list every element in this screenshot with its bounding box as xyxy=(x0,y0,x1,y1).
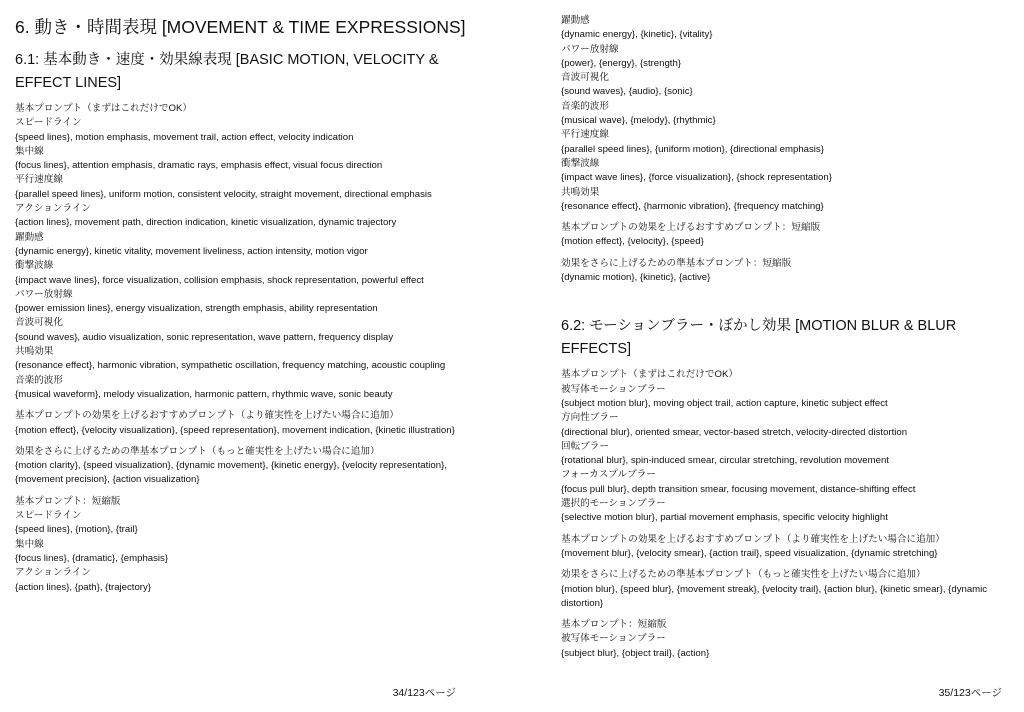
text-line: {speed lines}, {motion}, {trail} xyxy=(15,524,138,536)
text-line: {selective motion blur}, partial movement emphasis, specific velocity highlight xyxy=(561,512,888,524)
text-line: パワー放射線 xyxy=(561,43,619,55)
text-line: {focus lines}, {dramatic}, {emphasis} xyxy=(15,552,169,564)
text-line: 被写体モーションブラー xyxy=(561,633,666,645)
text-line: 選択的モーションブラー xyxy=(561,498,666,510)
section-spacer xyxy=(561,285,1001,315)
text-line: {resonance effect}, harmonic vibration, sympathetic oscillation, frequency matching, acoustic coupling xyxy=(15,360,446,372)
text-line: パワー放射線 xyxy=(15,288,73,300)
right-body-top xyxy=(561,14,1001,285)
text-line: {musical waveform}, melody visualization, harmonic pattern, rhythmic wave, sonic beauty xyxy=(15,388,393,400)
text-line: {parallel speed lines}, uniform motion, consistent velocity, straight movement, directional emphasis xyxy=(15,188,432,200)
text-line: フォーカスプルブラー xyxy=(561,469,656,481)
text-line: 基本プロンプト（まずはこれだけでOK） xyxy=(15,103,192,114)
text-line: {directional blur}, oriented smear, vector-based stretch, velocity-directed distortion xyxy=(561,426,908,438)
text-line: 躍動感 xyxy=(15,231,44,243)
text-line: {power}, {energy}, {strength} xyxy=(561,57,682,69)
block-gap xyxy=(15,402,485,409)
text-line: {motion effect}, {velocity}, {speed} xyxy=(561,236,704,248)
text-line: 方向性ブラー xyxy=(561,412,619,424)
page-35 xyxy=(512,0,1024,712)
text-line: 基本プロンプトの効果を上げるおすすめプロンプト（より確実性を上げたい場合に追加） xyxy=(15,410,399,422)
text-line: {speed lines}, motion emphasis, movement trail, action effect, velocity indication xyxy=(15,131,354,143)
text-line: {sound waves}, {audio}, {sonic} xyxy=(561,86,693,98)
block-gap xyxy=(15,488,485,495)
text-line: 回転ブラー xyxy=(561,440,609,452)
text-line: 被写体モーションブラー xyxy=(561,383,666,395)
left-body xyxy=(15,102,485,595)
text-line: {impact wave lines}, {force visualization}, {shock representation} xyxy=(561,172,832,184)
text-line: 効果をさらに上げるための準基本プロンプト：短縮版 xyxy=(561,257,792,269)
page-number-right: 35/123ページ xyxy=(938,687,1002,699)
text-line: 効果をさらに上げるための準基本プロンプト（もっと確実性を上げたい場合に追加） xyxy=(15,445,380,457)
text-line: {parallel speed lines}, {uniform motion}, {directional emphasis} xyxy=(561,143,824,155)
text-line: {action lines}, movement path, direction indication, kinetic visualization, dynamic trajectory xyxy=(15,217,397,229)
text-line: 基本プロンプトの効果を上げるおすすめプロンプト：短縮版 xyxy=(561,222,821,234)
text-line: {rotational blur}, spin-induced smear, circular stretching, revolution movement xyxy=(561,455,889,467)
text-line: {sound waves}, audio visualization, sonic representation, wave pattern, frequency display xyxy=(15,331,394,343)
text-line: 平行速度線 xyxy=(15,174,63,186)
text-line: 音楽的波形 xyxy=(561,100,609,112)
text-line: アクションライン xyxy=(15,567,91,579)
text-line: 躍動感 xyxy=(561,15,590,26)
text-line: 基本プロンプト：短縮版 xyxy=(561,619,667,631)
text-line: 効果をさらに上げるための準基本プロンプト（もっと確実性を上げたい場合に追加） xyxy=(561,569,926,581)
page-number-left: 34/123ページ xyxy=(392,687,456,699)
left-column xyxy=(15,14,485,595)
text-line: 音楽的波形 xyxy=(15,374,63,386)
text-line: {focus lines}, attention emphasis, dramatic rays, emphasis effect, visual focus direction xyxy=(15,160,383,172)
text-line: 基本プロンプト（まずはこれだけでOK） xyxy=(561,369,738,381)
text-line: {dynamic energy}, {kinetic}, {vitality} xyxy=(561,29,713,41)
block-gap xyxy=(561,214,1001,221)
text-line: 基本プロンプトの効果を上げるおすすめプロンプト（より確実性を上げたい場合に追加） xyxy=(561,533,945,545)
text-line: {motion effect}, {velocity visualization}, {speed representation}, movement indication, {kinetic illustration} xyxy=(15,424,455,436)
text-line: {subject motion blur}, moving object trail, action capture, kinetic subject effect xyxy=(561,397,888,409)
text-line: 基本プロンプト：短縮版 xyxy=(15,495,121,507)
text-line: {power emission lines}, energy visualization, strength emphasis, ability representation xyxy=(15,303,378,315)
text-line: {action lines}, {path}, {trajectory} xyxy=(15,581,152,593)
text-line: 音波可視化 xyxy=(15,317,63,329)
text-line: 平行速度線 xyxy=(561,129,609,141)
text-line: {resonance effect}, {harmonic vibration}, {frequency matching} xyxy=(561,200,824,212)
text-line: 集中線 xyxy=(15,538,44,550)
text-line: 共鳴効果 xyxy=(15,346,54,358)
text-line: {musical wave}, {melody}, {rhythmic} xyxy=(561,115,716,127)
text-line: {motion clarity}, {speed visualization}, {dynamic movement}, {kinetic energy}, {velocity representation}, {movement precision}, {action visualization} xyxy=(15,460,447,486)
text-line: 集中線 xyxy=(15,145,44,157)
text-line: {impact wave lines}, force visualization, collision emphasis, shock representation, powerful effect xyxy=(15,274,424,286)
text-line: {subject blur}, {object trail}, {action} xyxy=(561,647,710,659)
text-line: 衝撃波線 xyxy=(15,260,54,272)
right-column xyxy=(561,14,1001,661)
text-line: {focus pull blur}, depth transition smear, focusing movement, distance-shifting effect xyxy=(561,483,916,495)
block-gap xyxy=(561,561,1001,568)
block-gap xyxy=(561,250,1001,257)
text-line: スピードライン xyxy=(15,117,82,129)
text-line: {motion blur}, {speed blur}, {movement streak}, {velocity trail}, {action blur}, {kinetic smear}, {dynamic distortion} xyxy=(561,583,988,609)
chapter-heading: 6. 動き・時間表現 [MOVEMENT & TIME EXPRESSIONS] xyxy=(15,17,466,37)
text-line: アクションライン xyxy=(15,203,91,215)
block-gap xyxy=(561,526,1001,533)
section-heading-6-2: 6.2: モーションブラー・ぼかし効果 [MOTION BLUR & BLUR EFFECTS] xyxy=(561,318,957,358)
text-line: スピードライン xyxy=(15,510,82,522)
right-body-bottom xyxy=(561,368,1001,661)
text-line: 共鳴効果 xyxy=(561,186,600,198)
text-line: 音波可視化 xyxy=(561,72,609,84)
section-heading-6-1: 6.1: 基本動き・速度・効果線表現 [BASIC MOTION, VELOCITY & EFFECT LINES] xyxy=(15,52,439,91)
block-gap xyxy=(561,611,1001,618)
text-line: {dynamic motion}, {kinetic}, {active} xyxy=(561,272,711,284)
block-gap xyxy=(15,438,485,445)
text-line: {movement blur}, {velocity smear}, {action trail}, speed visualization, {dynamic stretching} xyxy=(561,547,938,559)
text-line: {dynamic energy}, kinetic vitality, movement liveliness, action intensity, motion vigor xyxy=(15,245,368,257)
text-line: 衝撃波線 xyxy=(561,157,600,169)
